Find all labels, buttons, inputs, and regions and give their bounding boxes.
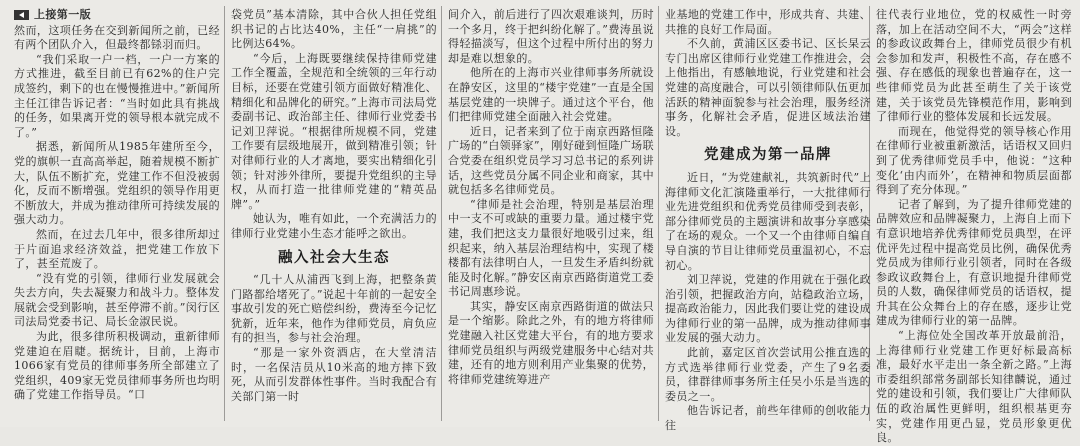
section-subheading: 融入社会大生态 xyxy=(278,249,390,266)
paragraph: 她认为，唯有如此，一个充满活力的律师行业党建小生态才能呼之欲出。 xyxy=(231,212,437,240)
paragraph: “上海位处全国改革开放最前沿，上海律师行业党建工作更好标最高标准，最好水平走出一条全新之路。”上海市委组织部常务副部长知律麟说，通过党的建设和引领，我们要让广大律师队伍的政治属性更鲜明，组织根基更夯实，党建作用更凸显，党员形象更优良。 xyxy=(876,329,1072,445)
paragraph: 近日，记者来到了位于南京西路恒隆广场的“白领驿家”，刚好碰到恒隆广场联合党委在组织党员学习习总书记的系列讲话，这些党员分属不同企业和商家，其中就包括多名律师党员。 xyxy=(448,124,654,197)
column-rule xyxy=(441,6,442,421)
continuation-label: 上接第一版 xyxy=(34,8,91,21)
paragraph: 然而，这项任务在交到新闻所之前，已经有两个团队介入，但最终都铩羽而归。 xyxy=(14,23,220,52)
column-3 xyxy=(448,8,654,427)
paragraph: 不久前，黄浦区区委书记、区长杲云专门出席区律师行业党建工作推进会，会上他指出，有感触地说，行业党建和社会党建的高度融合，可以引领律师队伍更加活跃的精神面貌参与社会治理，服务经济事务，化解社会矛盾，促进区域法治建设。 xyxy=(665,37,871,138)
paragraph: “几十人从浦西飞到上海，把整条黄门路都给堵死了。”说起十年前的一起安全事故引发的死亡赔偿纠纷，费涛至今记忆犹新，近年来，他作为律师党员，肩负应有的担当，参与社会治理。 xyxy=(231,273,437,345)
column-4 xyxy=(665,8,871,433)
column-1 xyxy=(14,8,220,427)
column-5 xyxy=(876,8,1072,445)
paragraph: “没有党的引领，律师行业发展就会失去方向，失去凝聚力和战斗力。整体发展就会受到影响，甚至停滞不前。”闵行区司法局党委书记、局长金淑民说。 xyxy=(14,271,220,329)
paragraph: 近日，“为党建献礼，共筑新时代”上海律师文化汇演隆重举行，一大批律师行业先进党组织和优秀党员律师受到表彰，部分律师党员的主题演讲和故事分享感染了在场的观众。一个又一个由律师自编自导自演的节目让律师党员重温初心，不忘初心。 xyxy=(665,170,871,272)
continued-arrow-icon xyxy=(14,9,30,21)
paragraph: 为此，很多律所积极调动，重新律师党建迫在眉睫。据统计，目前，上海市1066家有党员的律师事务所全部建立了党组织，409家无党员律师事务所也均明确了党建工作指导员。“口 xyxy=(14,330,220,402)
paragraph: 往代表行业地位，党的权威性一时旁落，加上在活动空间不大，“两会”这样的参政议政舞台上，律师党员很少有机会参加和发声，积极性不高，存在感不强、存在感低的现象也普遍存在，这一些律师党员为此甚至萌生了关于该党建，关于该党员先锋模范作用，影响到了律师行业的整体发展和长远发展。 xyxy=(876,8,1072,124)
paragraph: 他告诉记者，前些年律师的创收能力往 xyxy=(665,404,871,433)
paragraph: 袋党员”基本清除，其中合伙人担任党组织书记的占比达40%，主任“一肩挑”的比例达64%。 xyxy=(231,8,437,51)
paragraph: 据悉，新闻所从1985年建所至今，党的旗帜一直高高举起，随着规模不断扩大，队伍不断扩充，党建工作不但没被弱化，反而不断增强。党组织的领导作用更不断放大，并成为推动律所可持续发展的强大动力。 xyxy=(14,140,220,227)
paragraph: 刘卫萍说，党建的作用就在于强化政治引领，把握政治方向，站稳政治立场，提高政治能力，因此我们要让党的建设成为律师行业的第一品牌，成为推动律师事业发展的强大动力。 xyxy=(665,273,871,345)
column-rule xyxy=(658,6,659,421)
paragraph: 业基地的党建工作中，形成共育、共建、共推的良好工作局面。 xyxy=(665,8,871,36)
paragraph: “今后，上海既要继续保持律师党建工作全覆盖，全规范和全统领的三年行动目标，还要在党建引领方面做好精准化、精细化和品牌化的研究。”上海市司法局党委副书记、政治部主任、律师行业党委书记刘卫萍说。“根据律所规模不同，党建工作要有层级地展开，做到精准引领；针对律师行业的人才离地，要实出精细化引领；针对涉外律所，要提升党组织的主导权，从而打造一批律师党建的“精英品牌”。” xyxy=(231,51,437,211)
paragraph: 其实，静安区南京西路街道的做法只是一个缩影。除此之外，有的地方将律师党建融入社区党建大平台，有的地方要求律师党员组织与两级党建服务中心结对共建，还有的地方则利用产业集聚的优势，将律师党建统筹进产 xyxy=(448,299,654,386)
section-subheading: 党建成为第一品牌 xyxy=(704,147,832,164)
paragraph: “律师是社会治理，特别是基层治理中一支不可或缺的重要力量。通过楼宇党建，我们把这支力量很好地吸引过来，组织起来，纳入基层治理结构中，实现了楼楼都有法律明白人，一旦发生矛盾纠纷就能及时化解。”静安区南京西路街道党工委书记周惠珍说。 xyxy=(448,197,654,299)
paragraph: 然而，在过去几年中，很多律所却过于片面追求经济效益，把党建工作放下了，甚至荒废了。 xyxy=(14,227,220,271)
paragraph: 而现在，他觉得党的领导核心作用在律师行业被重新激活，话语权又回归到了优秀律师党员手中，他说：“这种变化‘由内而外’，在精神和物质层面都得到了充分体现。” xyxy=(876,124,1072,197)
continuation-marker xyxy=(14,8,220,23)
paragraph: “我们采取一户一档，一户一方案的方式推进，截至目前已有62%的住户完成签约，剩下的也在慢慢推进中。”新闻所主任江律告诉记者：“当时如此具有挑战的任务，如果离开党的领导根本就完成不了。” xyxy=(14,52,220,139)
paragraph: 他所在的上海市兴业律师事务所就设在静安区，这里的“楼宇党建”一直是全国基层党建的一块牌子。通过这个平台，他们把律师党建全面融入社会党建。 xyxy=(448,66,654,124)
paragraph: “那是一家外资酒店，在大堂清洁时，一名保洁员从10米高的地方摔下致死，从而引发群体性事件。当时我配合有关部门第一时 xyxy=(231,346,437,403)
column-rule xyxy=(224,6,225,421)
paragraph: 间介入，前后进行了四次艰难谈判，历时一个多月，终于把纠纷化解了。”费涛虽说得轻描淡写，但这个过程中所付出的努力却是难以想象的。 xyxy=(448,8,654,65)
paragraph: 此前，嘉定区首次尝试用公推直选的方式选举律师行业党委，产生了9名委员，律群律师事务所主任吴小乐是当选的委员之一。 xyxy=(665,346,871,403)
paragraph: 记者了解到，为了提升律师党建的品牌效应和品牌凝聚力，上海自上而下有意识地培养优秀律师党员典型，在评优评先过程中提高党员比例，确保优秀党员成为律师行业引领者，同时在各级参政议政舞台上，有意识地提升律师党员的人数，确保律师党员的话语权，提升其在公众舞台上的存在感，逐步让党建成为律师行业的第一品牌。 xyxy=(876,197,1072,328)
column-2 xyxy=(231,8,437,427)
